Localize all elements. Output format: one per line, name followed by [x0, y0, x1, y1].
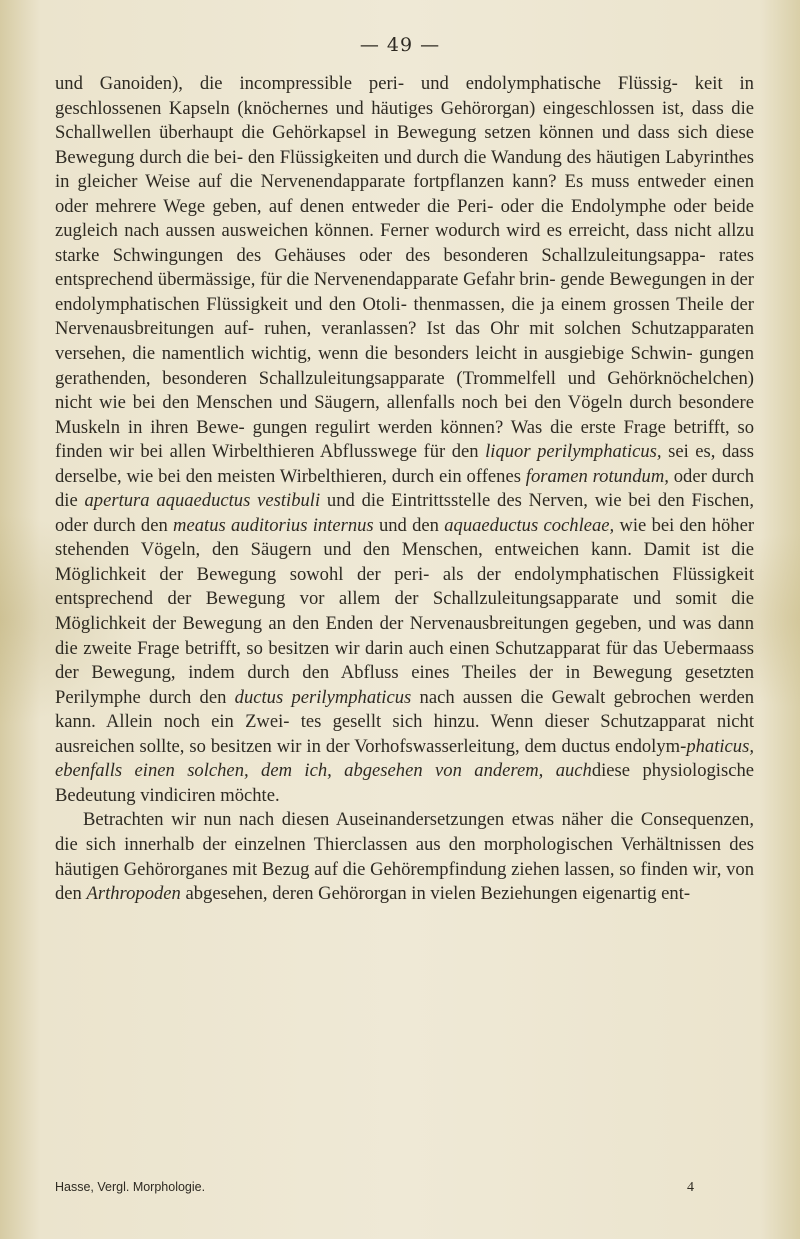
text-line: den Flüssigkeiten und durch die Wandung des häutigen Labyrinthes in: [55, 146, 754, 193]
footer-source: Hasse, Vergl. Morphologie.: [55, 1180, 206, 1194]
latin-term: liquor perilymphaticus,: [485, 441, 662, 463]
text-line: Betrachten wir nun nach diesen Auseinandersetzungen etwas näher: [83, 809, 603, 831]
text-line: das Uebermaass der Bewegung, indem durch den Abfluss eines Theiles der: [55, 637, 755, 684]
text-line: wir bei allen Wirbelthieren Abflusswege für den: [109, 441, 486, 463]
body-text: [55, 72, 754, 907]
text-line: oder durch die: [55, 465, 754, 512]
latin-term: meatus auditorius internus: [173, 514, 374, 536]
text-line: in Bewegung gesetzten Perilymphe durch den: [55, 662, 754, 708]
text-line: diese physiologische Bedeutung vindiciren möchte.: [55, 760, 754, 806]
text-line: Bewegung setzen können und dass sich diese Bewegung durch die bei-: [55, 122, 754, 168]
text-line: gleicher Weise auf die Nervenendapparate fortpflanzen kann? Es muss: [77, 171, 630, 193]
text-line: rates entsprechend übermässige, für die Nervenendapparate Gefahr brin-: [55, 244, 754, 291]
text-line: und Ganoiden), die incompressible peri- und endolymphatische Flüssig-: [55, 73, 678, 94]
page-footer: [55, 1180, 754, 1196]
text-line: der Schallzuleitungsapparate und somit die Möglichkeit der Bewegung: [55, 588, 754, 635]
text-line: die namentlich wichtig, wenn die besonders leicht in ausgiebige Schwin-: [132, 343, 693, 365]
text-line: thenmassen, die ja einem grossen Theile der Nervenausbreitungen auf-: [55, 293, 754, 340]
text-line: tes gesellt sich hinzu. Wenn dieser Schutzapparat nicht ausreichen: [55, 711, 755, 757]
text-line: und den: [373, 514, 445, 536]
text-line: keit in geschlossenen Kapseln (knöchernes und häutiges Gehörorgan): [55, 73, 754, 119]
paragraph-2: [55, 808, 754, 906]
latin-term: foramen rotundum,: [525, 465, 669, 487]
text-line: zweite Frage betrifft, so besitzen wir darin auch einen Schutzapparat für: [83, 637, 628, 659]
text-line: Peri- oder die Endolymphe oder beide zugleich nach aussen ausweichen: [55, 195, 754, 242]
text-line: können. Ferner wodurch wird es erreicht, dass nicht allzu starke: [55, 220, 754, 266]
text-line: eingeschlossen ist, dass die Schallwellen überhaupt die Gehörkapsel in: [55, 97, 755, 144]
text-line: ruhen, veranlassen? Ist das Ohr mit solchen Schutzapparaten versehen,: [55, 318, 755, 365]
text-line: sollte, so besitzen wir in der Vorhofswasserleitung, dem: [139, 735, 562, 757]
latin-term: ductus perilymphaticus: [234, 686, 412, 708]
latin-term: aquaeductus cochleae,: [444, 514, 615, 536]
latin-term: Arthropoden: [86, 883, 181, 905]
text-line: offenes: [466, 465, 526, 487]
text-line: an den Enden der Nervenausbreitungen gegeben, und was dann die: [55, 613, 754, 659]
text-line: gungen gerathenden, besonderen Schallzuleitungsapparate (Trommelfell: [55, 343, 754, 389]
text-line: ductus endolym-: [561, 735, 687, 757]
text-line: die Gehörempfindung ziehen lassen, so finden wir, von den: [55, 858, 754, 905]
text-line: sei es, dass derselbe, wie bei den meisten Wirbelthieren, durch ein: [55, 441, 754, 487]
text-line: wie bei den: [614, 514, 707, 536]
page-number: — 49 —: [359, 34, 441, 56]
text-line: Schwingungen des Gehäuses oder des besonderen Schallzuleitungsappa-: [112, 244, 706, 266]
text-line: nach aussen die Gewalt gebrochen werden kann. Allein noch ein Zwei-: [55, 686, 754, 733]
text-line: die Consequenzen, die sich innerhalb der einzelnen Thierclassen aus den: [55, 809, 754, 855]
text-line: gende Bewegungen in der endolymphatischen Flüssigkeit und den Otoli-: [55, 269, 754, 315]
paragraph-1: [55, 72, 754, 808]
latin-term: phaticus,: [686, 735, 754, 757]
text-line: und die Eintrittsstelle des Nerven, wie bei den Fischen, oder durch den: [55, 490, 754, 536]
latin-term: ebenfalls einen solchen, dem ich, abgesehen von anderem, auch: [55, 760, 592, 782]
text-line: und Gehörknöchelchen) nicht wie bei den Menschen und Säugern,: [55, 367, 754, 414]
text-line: entweder einen oder mehrere Wege geben, auf denen entweder die: [55, 171, 754, 217]
text-line: allenfalls noch bei den Vögeln durch besondere Muskeln in ihren Bewe-: [55, 392, 754, 438]
latin-term: apertura aquaeductus vestibuli: [84, 490, 321, 512]
text-line: höher stehenden Vögeln, den Säugern und den Menschen, entweichen: [55, 514, 755, 561]
text-line: morphologischen Verhältnissen des häutigen Gehörorganes mit Bezug auf: [55, 833, 755, 880]
text-line: kann. Damit ist die Möglichkeit der Bewegung sowohl der peri- als der: [55, 539, 754, 585]
text-line: abgesehen, deren Gehörorgan in vielen Beziehungen eigenartig ent-: [185, 883, 691, 905]
signature-mark: 4: [687, 1180, 694, 1195]
text-line: gungen regulirt werden können? Was die erste Frage betrifft, so finden: [55, 416, 754, 463]
text-line: endolymphatischen Flüssigkeit entsprechend der Bewegung vor allem: [55, 563, 755, 610]
